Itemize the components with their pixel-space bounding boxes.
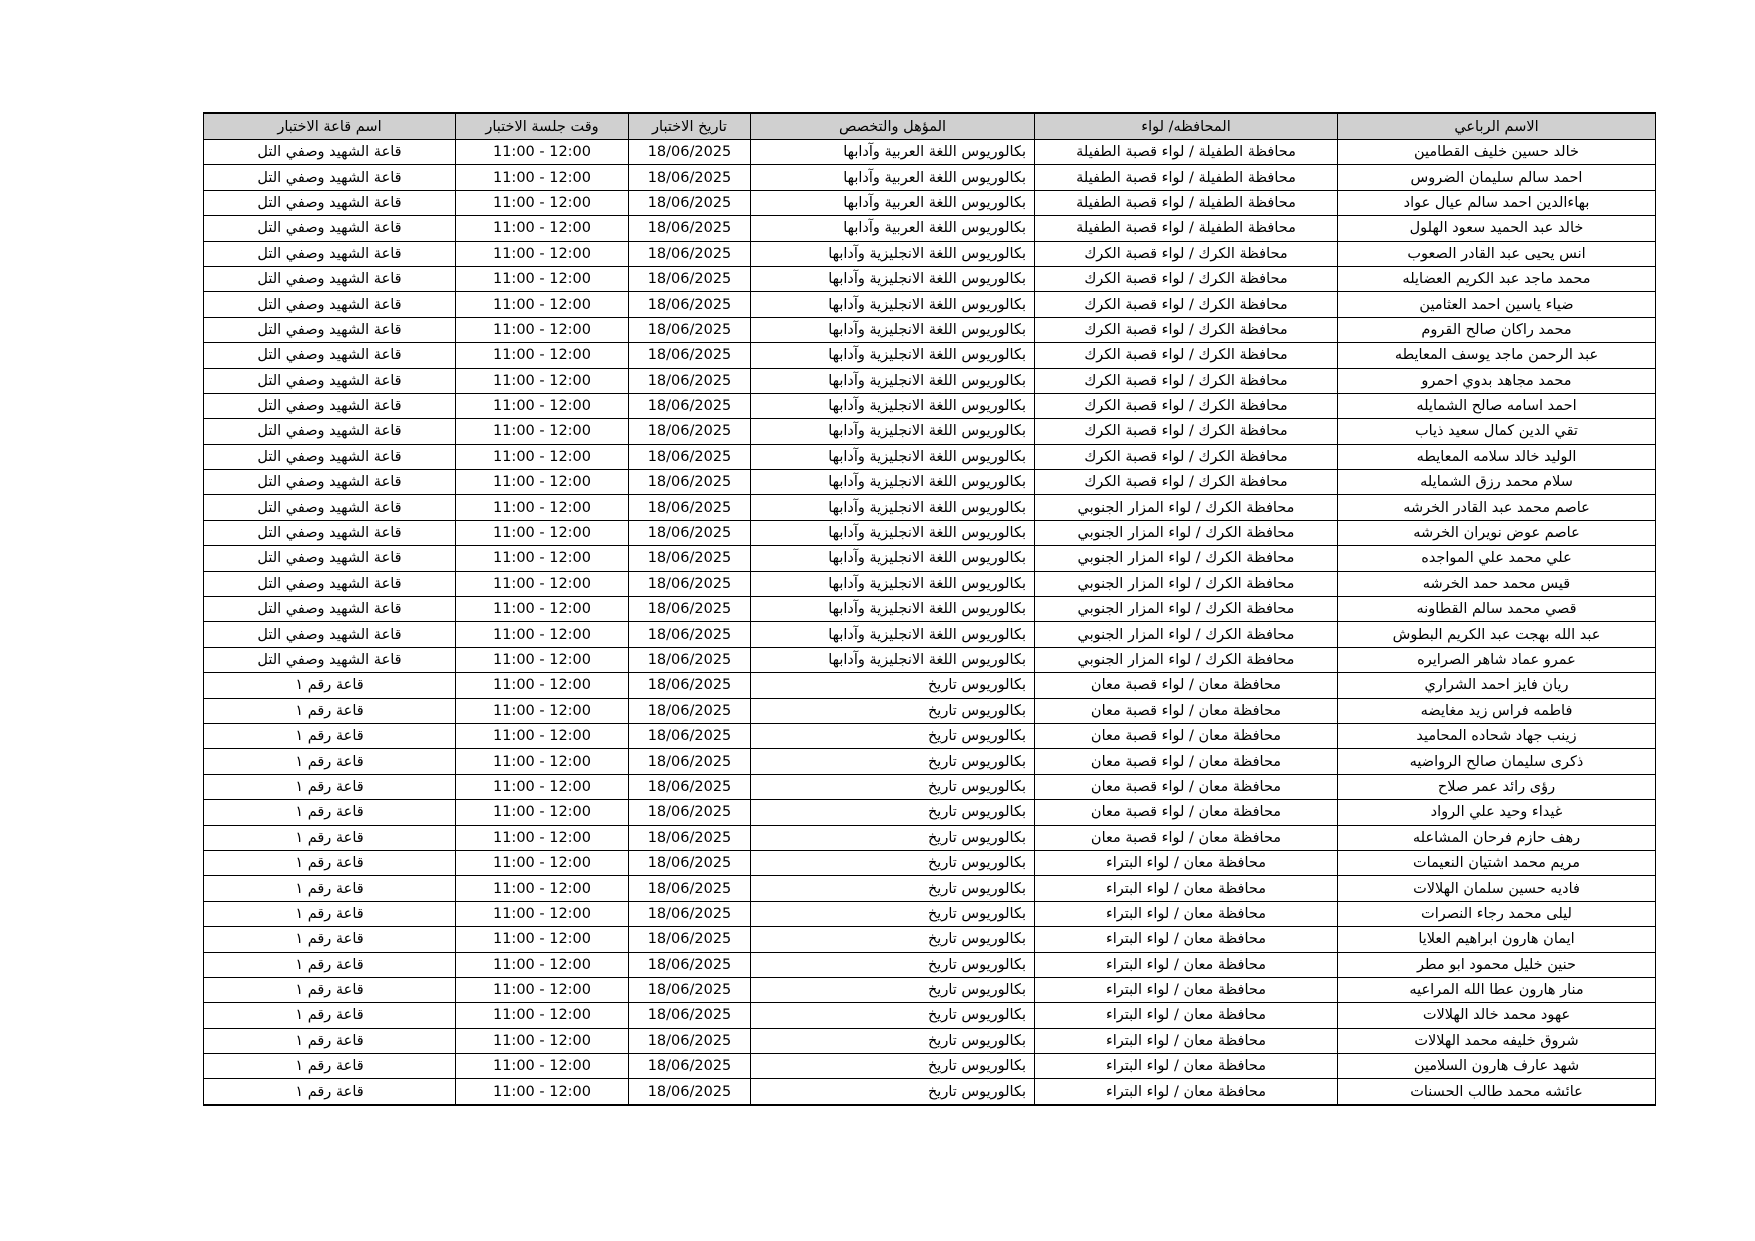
cell-governorate: محافظة الكرك / لواء قصبة الكرك [1035,266,1338,291]
cell-date: 18/06/2025 [629,190,751,215]
cell-time: 11:00 - 12:00 [456,343,629,368]
cell-hall: قاعة رقم ١ [204,749,456,774]
cell-qualification: بكالوريوس تاريخ [751,1054,1035,1079]
table-row [204,140,1656,165]
cell-qualification: بكالوريوس تاريخ [751,723,1035,748]
cell-governorate: محافظة معان / لواء البتراء [1035,1079,1338,1105]
cell-time: 11:00 - 12:00 [456,241,629,266]
cell-date: 18/06/2025 [629,723,751,748]
cell-date: 18/06/2025 [629,444,751,469]
cell-qualification: بكالوريوس تاريخ [751,749,1035,774]
cell-time: 11:00 - 12:00 [456,774,629,799]
cell-name: عاصم عوض نويران الخرشه [1338,520,1656,545]
cell-name: عمرو عماد شاهر الصرايره [1338,647,1656,672]
cell-hall: قاعة الشهيد وصفي التل [204,216,456,241]
cell-hall: قاعة الشهيد وصفي التل [204,444,456,469]
cell-qualification: بكالوريوس تاريخ [751,698,1035,723]
cell-name: الوليد خالد سلامه المعايطه [1338,444,1656,469]
cell-time: 11:00 - 12:00 [456,1003,629,1028]
cell-name: ريان فايز احمد الشراري [1338,673,1656,698]
cell-name: عهود محمد خالد الهلالات [1338,1003,1656,1028]
cell-hall: قاعة الشهيد وصفي التل [204,647,456,672]
table-row [204,368,1656,393]
cell-date: 18/06/2025 [629,368,751,393]
cell-governorate: محافظة معان / لواء البتراء [1035,1003,1338,1028]
cell-qualification: بكالوريوس اللغة الانجليزية وآدابها [751,393,1035,418]
cell-governorate: محافظة معان / لواء قصبة معان [1035,774,1338,799]
cell-name: فاديه حسين سلمان الهلالات [1338,876,1656,901]
cell-date: 18/06/2025 [629,495,751,520]
cell-qualification: بكالوريوس تاريخ [751,927,1035,952]
table-row [204,266,1656,291]
cell-name: تقي الدين كمال سعيد ذياب [1338,419,1656,444]
cell-qualification: بكالوريوس اللغة الانجليزية وآدابها [751,368,1035,393]
table-row [204,698,1656,723]
table-row [204,190,1656,215]
table-row [204,597,1656,622]
cell-hall: قاعة الشهيد وصفي التل [204,419,456,444]
cell-name: مريم محمد اشتيان النعيمات [1338,850,1656,875]
cell-date: 18/06/2025 [629,876,751,901]
cell-date: 18/06/2025 [629,241,751,266]
cell-date: 18/06/2025 [629,647,751,672]
table-row [204,825,1656,850]
cell-name: شروق خليفه محمد الهلالات [1338,1028,1656,1053]
table-row [204,901,1656,926]
cell-hall: قاعة رقم ١ [204,876,456,901]
cell-qualification: بكالوريوس اللغة الانجليزية وآدابها [751,292,1035,317]
table-header-row [204,113,1656,140]
table-row [204,622,1656,647]
cell-qualification: بكالوريوس اللغة الانجليزية وآدابها [751,470,1035,495]
cell-governorate: محافظة معان / لواء البتراء [1035,977,1338,1002]
cell-governorate: محافظة معان / لواء قصبة معان [1035,673,1338,698]
cell-hall: قاعة الشهيد وصفي التل [204,317,456,342]
cell-time: 11:00 - 12:00 [456,470,629,495]
cell-hall: قاعة الشهيد وصفي التل [204,368,456,393]
cell-time: 11:00 - 12:00 [456,520,629,545]
cell-time: 11:00 - 12:00 [456,495,629,520]
cell-time: 11:00 - 12:00 [456,292,629,317]
exam-schedule-sheet [203,112,1655,1106]
cell-name: عبد الله بهجت عبد الكريم البطوش [1338,622,1656,647]
cell-name: عاصم محمد عبد القادر الخرشه [1338,495,1656,520]
cell-name: خالد عبد الحميد سعود الهلول [1338,216,1656,241]
cell-qualification: بكالوريوس اللغة العربية وآدابها [751,216,1035,241]
cell-name: سلام محمد رزق الشمايله [1338,470,1656,495]
cell-governorate: محافظة معان / لواء قصبة معان [1035,723,1338,748]
cell-date: 18/06/2025 [629,622,751,647]
cell-name: قيس محمد حمد الخرشه [1338,571,1656,596]
cell-qualification: بكالوريوس اللغة الانجليزية وآدابها [751,266,1035,291]
cell-time: 11:00 - 12:00 [456,444,629,469]
cell-name: غيداء وحيد علي الرواد [1338,800,1656,825]
cell-time: 11:00 - 12:00 [456,977,629,1002]
cell-date: 18/06/2025 [629,1028,751,1053]
cell-hall: قاعة الشهيد وصفي التل [204,241,456,266]
cell-name: عبد الرحمن ماجد يوسف المعايطه [1338,343,1656,368]
cell-hall: قاعة رقم ١ [204,673,456,698]
cell-qualification: بكالوريوس اللغة الانجليزية وآدابها [751,343,1035,368]
header-qualification: المؤهل والتخصص [751,113,1035,140]
cell-date: 18/06/2025 [629,952,751,977]
cell-governorate: محافظة الكرك / لواء المزار الجنوبي [1035,597,1338,622]
table-row [204,952,1656,977]
cell-name: خالد حسين خليف القطامين [1338,140,1656,165]
cell-name: محمد مجاهد بدوي احمرو [1338,368,1656,393]
cell-date: 18/06/2025 [629,698,751,723]
cell-time: 11:00 - 12:00 [456,190,629,215]
cell-qualification: بكالوريوس اللغة العربية وآدابها [751,140,1035,165]
cell-governorate: محافظة معان / لواء قصبة معان [1035,800,1338,825]
cell-date: 18/06/2025 [629,850,751,875]
cell-governorate: محافظة الطفيلة / لواء قصبة الطفيلة [1035,165,1338,190]
cell-date: 18/06/2025 [629,774,751,799]
cell-date: 18/06/2025 [629,419,751,444]
cell-qualification: بكالوريوس اللغة العربية وآدابها [751,165,1035,190]
cell-qualification: بكالوريوس تاريخ [751,1003,1035,1028]
table-row [204,419,1656,444]
cell-time: 11:00 - 12:00 [456,647,629,672]
table-row [204,470,1656,495]
cell-time: 11:00 - 12:00 [456,393,629,418]
cell-governorate: محافظة الكرك / لواء قصبة الكرك [1035,241,1338,266]
exam-schedule-table [203,112,1656,1106]
cell-date: 18/06/2025 [629,927,751,952]
cell-hall: قاعة الشهيد وصفي التل [204,190,456,215]
cell-hall: قاعة رقم ١ [204,1054,456,1079]
cell-name: احمد سالم سليمان الضروس [1338,165,1656,190]
cell-date: 18/06/2025 [629,749,751,774]
cell-qualification: بكالوريوس اللغة الانجليزية وآدابها [751,647,1035,672]
cell-hall: قاعة الشهيد وصفي التل [204,292,456,317]
cell-date: 18/06/2025 [629,165,751,190]
cell-time: 11:00 - 12:00 [456,546,629,571]
cell-governorate: محافظة معان / لواء البتراء [1035,1054,1338,1079]
cell-qualification: بكالوريوس اللغة الانجليزية وآدابها [751,622,1035,647]
cell-qualification: بكالوريوس تاريخ [751,1079,1035,1105]
cell-date: 18/06/2025 [629,520,751,545]
cell-hall: قاعة رقم ١ [204,825,456,850]
table-row [204,495,1656,520]
cell-time: 11:00 - 12:00 [456,140,629,165]
cell-hall: قاعة رقم ١ [204,901,456,926]
table-row [204,241,1656,266]
cell-governorate: محافظة الطفيلة / لواء قصبة الطفيلة [1035,140,1338,165]
table-row [204,165,1656,190]
cell-qualification: بكالوريوس اللغة الانجليزية وآدابها [751,241,1035,266]
table-row [204,393,1656,418]
header-date: تاريخ الاختبار [629,113,751,140]
cell-time: 11:00 - 12:00 [456,419,629,444]
cell-name: ضياء ياسين احمد العثامين [1338,292,1656,317]
cell-governorate: محافظة الكرك / لواء المزار الجنوبي [1035,622,1338,647]
header-time: وقت جلسة الاختبار [456,113,629,140]
cell-qualification: بكالوريوس تاريخ [751,876,1035,901]
table-row [204,1079,1656,1105]
cell-qualification: بكالوريوس تاريخ [751,774,1035,799]
cell-time: 11:00 - 12:00 [456,216,629,241]
cell-governorate: محافظة الكرك / لواء قصبة الكرك [1035,419,1338,444]
table-row [204,774,1656,799]
cell-qualification: بكالوريوس اللغة العربية وآدابها [751,190,1035,215]
cell-time: 11:00 - 12:00 [456,571,629,596]
cell-hall: قاعة الشهيد وصفي التل [204,546,456,571]
cell-governorate: محافظة الكرك / لواء المزار الجنوبي [1035,571,1338,596]
table-row [204,749,1656,774]
cell-hall: قاعة رقم ١ [204,927,456,952]
cell-hall: قاعة رقم ١ [204,774,456,799]
cell-time: 11:00 - 12:00 [456,368,629,393]
cell-name: انس يحيى عبد القادر الصعوب [1338,241,1656,266]
cell-date: 18/06/2025 [629,977,751,1002]
cell-name: عائشه محمد طالب الحسنات [1338,1079,1656,1105]
cell-qualification: بكالوريوس اللغة الانجليزية وآدابها [751,571,1035,596]
cell-time: 11:00 - 12:00 [456,673,629,698]
cell-date: 18/06/2025 [629,1079,751,1105]
cell-governorate: محافظة الكرك / لواء قصبة الكرك [1035,343,1338,368]
cell-qualification: بكالوريوس تاريخ [751,1028,1035,1053]
cell-hall: قاعة رقم ١ [204,698,456,723]
cell-date: 18/06/2025 [629,470,751,495]
header-governorate: المحافظه/ لواء [1035,113,1338,140]
cell-name: منار هارون عطا الله المراعيه [1338,977,1656,1002]
cell-name: بهاءالدين احمد سالم عيال عواد [1338,190,1656,215]
cell-date: 18/06/2025 [629,901,751,926]
cell-time: 11:00 - 12:00 [456,165,629,190]
cell-time: 11:00 - 12:00 [456,317,629,342]
table-row [204,927,1656,952]
cell-hall: قاعة الشهيد وصفي التل [204,495,456,520]
cell-governorate: محافظة الطفيلة / لواء قصبة الطفيلة [1035,190,1338,215]
cell-governorate: محافظة معان / لواء البتراء [1035,927,1338,952]
table-row [204,723,1656,748]
cell-governorate: محافظة معان / لواء البتراء [1035,952,1338,977]
table-row [204,317,1656,342]
cell-governorate: محافظة الكرك / لواء المزار الجنوبي [1035,495,1338,520]
table-row [204,977,1656,1002]
cell-qualification: بكالوريوس تاريخ [751,850,1035,875]
cell-hall: قاعة الشهيد وصفي التل [204,470,456,495]
cell-time: 11:00 - 12:00 [456,622,629,647]
cell-hall: قاعة رقم ١ [204,1028,456,1053]
cell-qualification: بكالوريوس تاريخ [751,952,1035,977]
table-row [204,343,1656,368]
cell-governorate: محافظة معان / لواء البتراء [1035,1028,1338,1053]
cell-hall: قاعة الشهيد وصفي التل [204,393,456,418]
table-row [204,292,1656,317]
cell-hall: قاعة رقم ١ [204,977,456,1002]
cell-qualification: بكالوريوس تاريخ [751,901,1035,926]
cell-time: 11:00 - 12:00 [456,1079,629,1105]
cell-qualification: بكالوريوس اللغة الانجليزية وآدابها [751,444,1035,469]
cell-hall: قاعة الشهيد وصفي التل [204,622,456,647]
cell-name: احمد اسامه صالح الشمايله [1338,393,1656,418]
cell-hall: قاعة الشهيد وصفي التل [204,165,456,190]
cell-time: 11:00 - 12:00 [456,825,629,850]
cell-time: 11:00 - 12:00 [456,927,629,952]
cell-governorate: محافظة الكرك / لواء قصبة الكرك [1035,444,1338,469]
cell-time: 11:00 - 12:00 [456,749,629,774]
cell-hall: قاعة الشهيد وصفي التل [204,520,456,545]
cell-qualification: بكالوريوس اللغة الانجليزية وآدابها [751,317,1035,342]
cell-governorate: محافظة معان / لواء البتراء [1035,850,1338,875]
table-row [204,1003,1656,1028]
table-row [204,1054,1656,1079]
table-row [204,673,1656,698]
table-row [204,800,1656,825]
cell-time: 11:00 - 12:00 [456,952,629,977]
cell-qualification: بكالوريوس تاريخ [751,977,1035,1002]
cell-date: 18/06/2025 [629,292,751,317]
table-row [204,1028,1656,1053]
cell-governorate: محافظة الكرك / لواء قصبة الكرك [1035,393,1338,418]
cell-date: 18/06/2025 [629,216,751,241]
cell-time: 11:00 - 12:00 [456,1054,629,1079]
cell-hall: قاعة رقم ١ [204,1079,456,1105]
cell-name: رهف حازم فرحان المشاعله [1338,825,1656,850]
cell-name: ايمان هارون ابراهيم العلايا [1338,927,1656,952]
cell-name: فاطمه فراس زيد مغايضه [1338,698,1656,723]
cell-governorate: محافظة الطفيلة / لواء قصبة الطفيلة [1035,216,1338,241]
cell-qualification: بكالوريوس اللغة الانجليزية وآدابها [751,419,1035,444]
cell-qualification: بكالوريوس اللغة الانجليزية وآدابها [751,546,1035,571]
table-row [204,647,1656,672]
cell-qualification: بكالوريوس تاريخ [751,673,1035,698]
table-row [204,850,1656,875]
cell-hall: قاعة الشهيد وصفي التل [204,343,456,368]
cell-qualification: بكالوريوس اللغة الانجليزية وآدابها [751,495,1035,520]
cell-name: محمد ماجد عبد الكريم العضايله [1338,266,1656,291]
cell-time: 11:00 - 12:00 [456,800,629,825]
cell-time: 11:00 - 12:00 [456,876,629,901]
cell-hall: قاعة رقم ١ [204,850,456,875]
cell-date: 18/06/2025 [629,673,751,698]
table-row [204,876,1656,901]
cell-hall: قاعة الشهيد وصفي التل [204,266,456,291]
cell-name: حنين خليل محمود ابو مطر [1338,952,1656,977]
cell-hall: قاعة رقم ١ [204,1003,456,1028]
cell-qualification: بكالوريوس تاريخ [751,800,1035,825]
cell-date: 18/06/2025 [629,825,751,850]
cell-date: 18/06/2025 [629,317,751,342]
cell-name: زينب جهاد شحاده المحاميد [1338,723,1656,748]
cell-name: ذكرى سليمان صالح الرواضيه [1338,749,1656,774]
table-row [204,520,1656,545]
cell-governorate: محافظة الكرك / لواء قصبة الكرك [1035,470,1338,495]
cell-date: 18/06/2025 [629,546,751,571]
cell-date: 18/06/2025 [629,597,751,622]
cell-date: 18/06/2025 [629,800,751,825]
cell-time: 11:00 - 12:00 [456,901,629,926]
cell-governorate: محافظة معان / لواء قصبة معان [1035,698,1338,723]
cell-date: 18/06/2025 [629,266,751,291]
cell-qualification: بكالوريوس اللغة الانجليزية وآدابها [751,520,1035,545]
cell-hall: قاعة رقم ١ [204,952,456,977]
table-row [204,444,1656,469]
cell-date: 18/06/2025 [629,140,751,165]
cell-name: ليلى محمد رجاء النصرات [1338,901,1656,926]
cell-governorate: محافظة معان / لواء قصبة معان [1035,825,1338,850]
cell-governorate: محافظة معان / لواء البتراء [1035,901,1338,926]
table-body [204,140,1656,1105]
cell-governorate: محافظة معان / لواء قصبة معان [1035,749,1338,774]
cell-time: 11:00 - 12:00 [456,850,629,875]
cell-date: 18/06/2025 [629,571,751,596]
header-name: الاسم الرباعي [1338,113,1656,140]
cell-governorate: محافظة الكرك / لواء قصبة الكرك [1035,292,1338,317]
cell-governorate: محافظة معان / لواء البتراء [1035,876,1338,901]
cell-hall: قاعة الشهيد وصفي التل [204,571,456,596]
cell-time: 11:00 - 12:00 [456,266,629,291]
cell-governorate: محافظة الكرك / لواء المزار الجنوبي [1035,647,1338,672]
cell-date: 18/06/2025 [629,1003,751,1028]
cell-hall: قاعة الشهيد وصفي التل [204,140,456,165]
cell-hall: قاعة رقم ١ [204,800,456,825]
cell-name: شهد عارف هارون السلامين [1338,1054,1656,1079]
cell-governorate: محافظة الكرك / لواء المزار الجنوبي [1035,546,1338,571]
cell-date: 18/06/2025 [629,343,751,368]
cell-name: رؤى رائد عمر صلاح [1338,774,1656,799]
table-row [204,546,1656,571]
cell-governorate: محافظة الكرك / لواء قصبة الكرك [1035,317,1338,342]
cell-name: محمد راكان صالح القروم [1338,317,1656,342]
cell-date: 18/06/2025 [629,393,751,418]
cell-hall: قاعة رقم ١ [204,723,456,748]
cell-qualification: بكالوريوس اللغة الانجليزية وآدابها [751,597,1035,622]
cell-date: 18/06/2025 [629,1054,751,1079]
cell-time: 11:00 - 12:00 [456,1028,629,1053]
cell-governorate: محافظة الكرك / لواء المزار الجنوبي [1035,520,1338,545]
cell-time: 11:00 - 12:00 [456,698,629,723]
cell-qualification: بكالوريوس تاريخ [751,825,1035,850]
cell-governorate: محافظة الكرك / لواء قصبة الكرك [1035,368,1338,393]
header-hall: اسم قاعة الاختبار [204,113,456,140]
cell-time: 11:00 - 12:00 [456,723,629,748]
cell-name: قصي محمد سالم القطاونه [1338,597,1656,622]
cell-time: 11:00 - 12:00 [456,597,629,622]
table-row [204,216,1656,241]
cell-name: علي محمد علي المواجده [1338,546,1656,571]
table-row [204,571,1656,596]
cell-hall: قاعة الشهيد وصفي التل [204,597,456,622]
